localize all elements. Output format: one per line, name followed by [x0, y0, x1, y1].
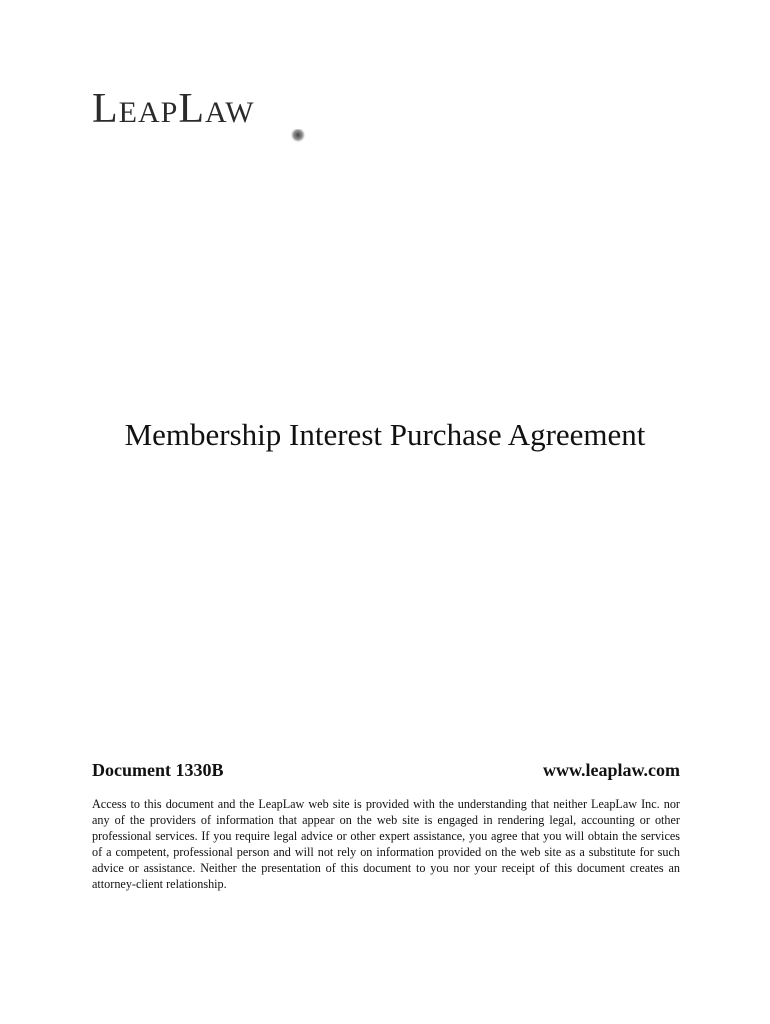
disclaimer-paragraph: Access to this document and the LeapLaw web site is provided with the understanding that neither LeapLaw Inc. nor any of the providers of information that appear on the web site is engaged in rendering legal, accounting or other professional services. If you require legal advice or other expert assistance, you agree that you will obtain the services of a competent, professional person and will not rely on information provided on the web site as a substitute for such advice or assistance. Neither the presentation of this document to you nor your receipt of this document creates an attorney-client relationship.	[92, 797, 680, 891]
website-link[interactable]: www.leaplaw.com	[543, 760, 680, 780]
logo-wordmark: LEAPLAW	[92, 86, 255, 132]
logo-swoosh-line	[92, 129, 352, 145]
leaplaw-logo	[92, 88, 362, 148]
document-number: Document 1330B	[92, 760, 224, 780]
document-title: Membership Interest Purchase Agreement	[124, 417, 646, 452]
